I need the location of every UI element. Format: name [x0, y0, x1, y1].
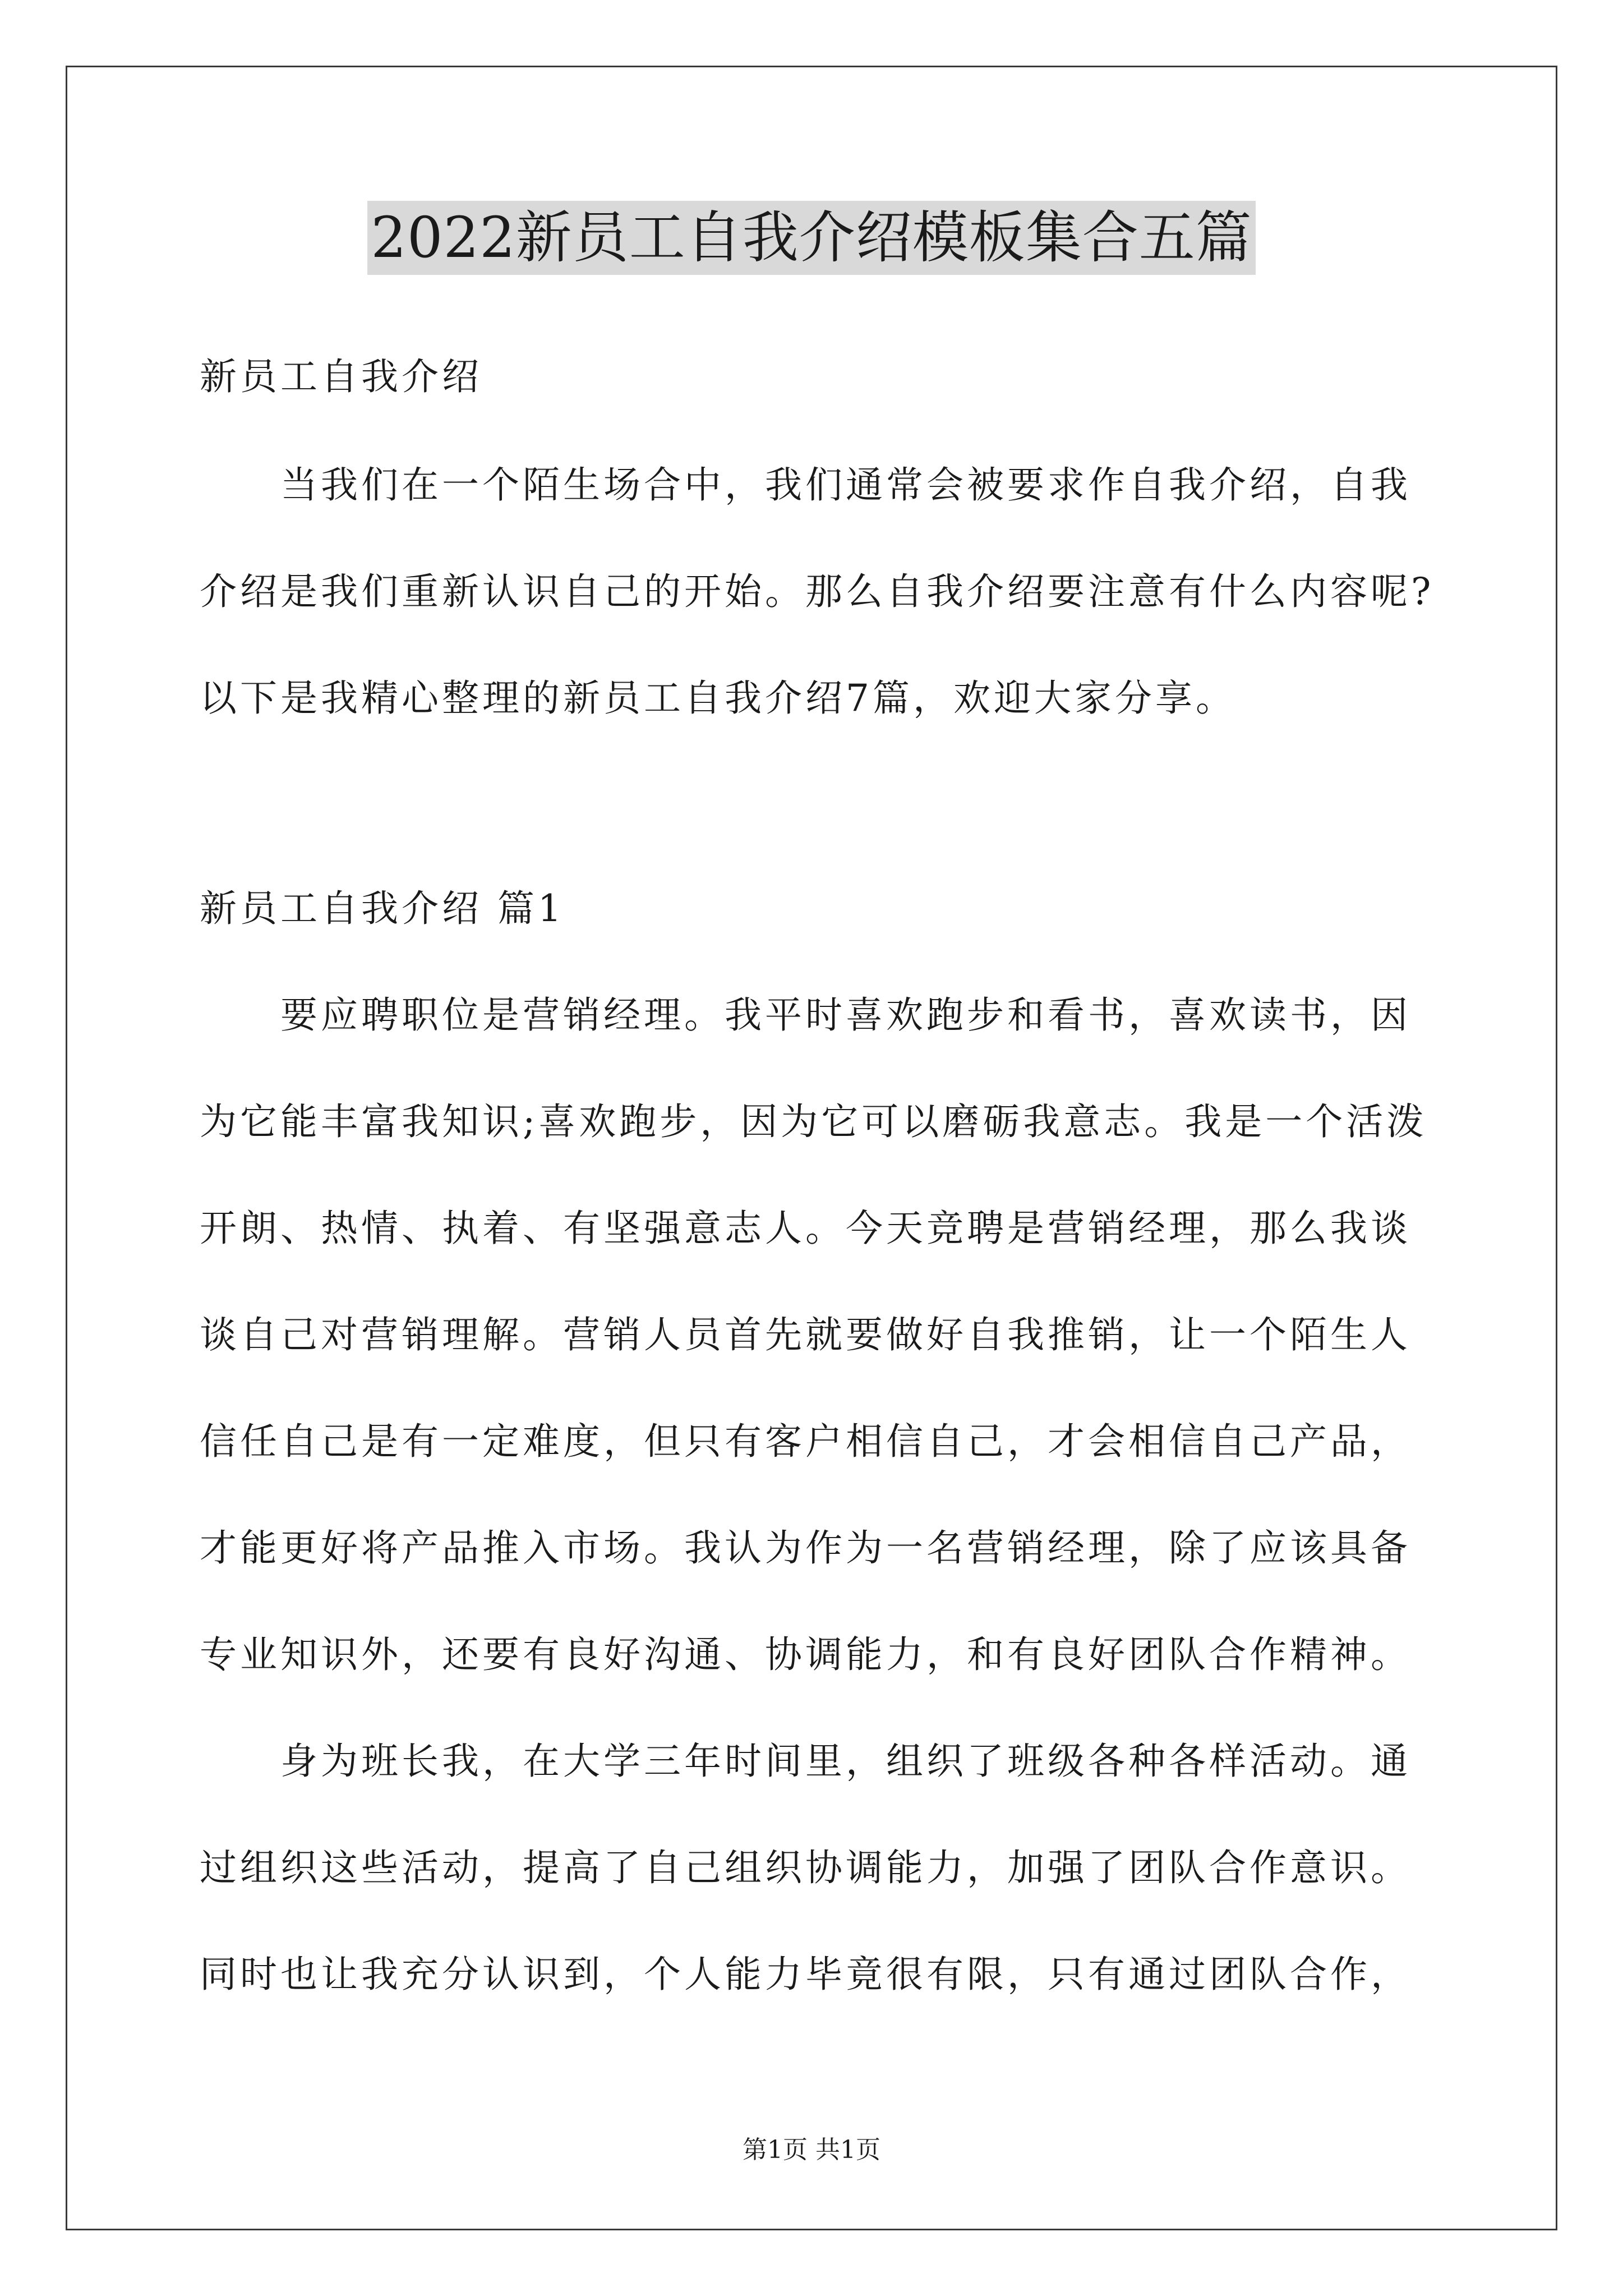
intro-line: 当我们在一个陌生场合中，我们通常会被要求作自我介绍，自我: [280, 463, 1411, 507]
intro-line: 介绍是我们重新认识自己的开始。那么自我介绍要注意有什么内容呢?: [200, 570, 1435, 613]
paragraph-line: 信任自己是有一定难度，但只有客户相信自己，才会相信自己产品，: [200, 1420, 1411, 1463]
title-container: [0, 201, 1623, 275]
document-title: 2022新员工自我介绍模板集合五篇: [367, 201, 1256, 275]
paragraph-line: 身为班长我，在大学三年时间里，组织了班级各种各样活动。通: [280, 1740, 1411, 1783]
paragraph-line: 为它能丰富我知识;喜欢跑步，因为它可以磨砺我意志。我是一个活泼: [200, 1100, 1427, 1143]
intro-line: 以下是我精心整理的新员工自我介绍7篇，欢迎大家分享。: [200, 677, 1236, 720]
paragraph-line: 过组织这些活动，提高了自己组织协调能力，加强了团队合作意识。: [200, 1846, 1411, 1889]
paragraph-line: 专业知识外，还要有良好沟通、协调能力，和有良好团队合作精神。: [200, 1633, 1411, 1676]
paragraph-line: 同时也让我充分认识到，个人能力毕竟很有限，只有通过团队合作，: [200, 1953, 1411, 1996]
paragraph-line: 开朗、热情、执着、有坚强意志人。今天竞聘是营销经理，那么我谈: [200, 1207, 1411, 1250]
page-footer: 第1页 共1页: [743, 2136, 880, 2164]
paragraph-line: 要应聘职位是营销经理。我平时喜欢跑步和看书，喜欢读书，因: [280, 993, 1411, 1037]
paragraph-line: 谈自己对营销理解。营销人员首先就要做好自我推销，让一个陌生人: [200, 1313, 1411, 1356]
section-heading: 新员工自我介绍: [200, 355, 482, 398]
part1-heading: 新员工自我介绍 篇1: [200, 887, 565, 930]
paragraph-line: 才能更好将产品推入市场。我认为作为一名营销经理，除了应该具备: [200, 1526, 1411, 1570]
